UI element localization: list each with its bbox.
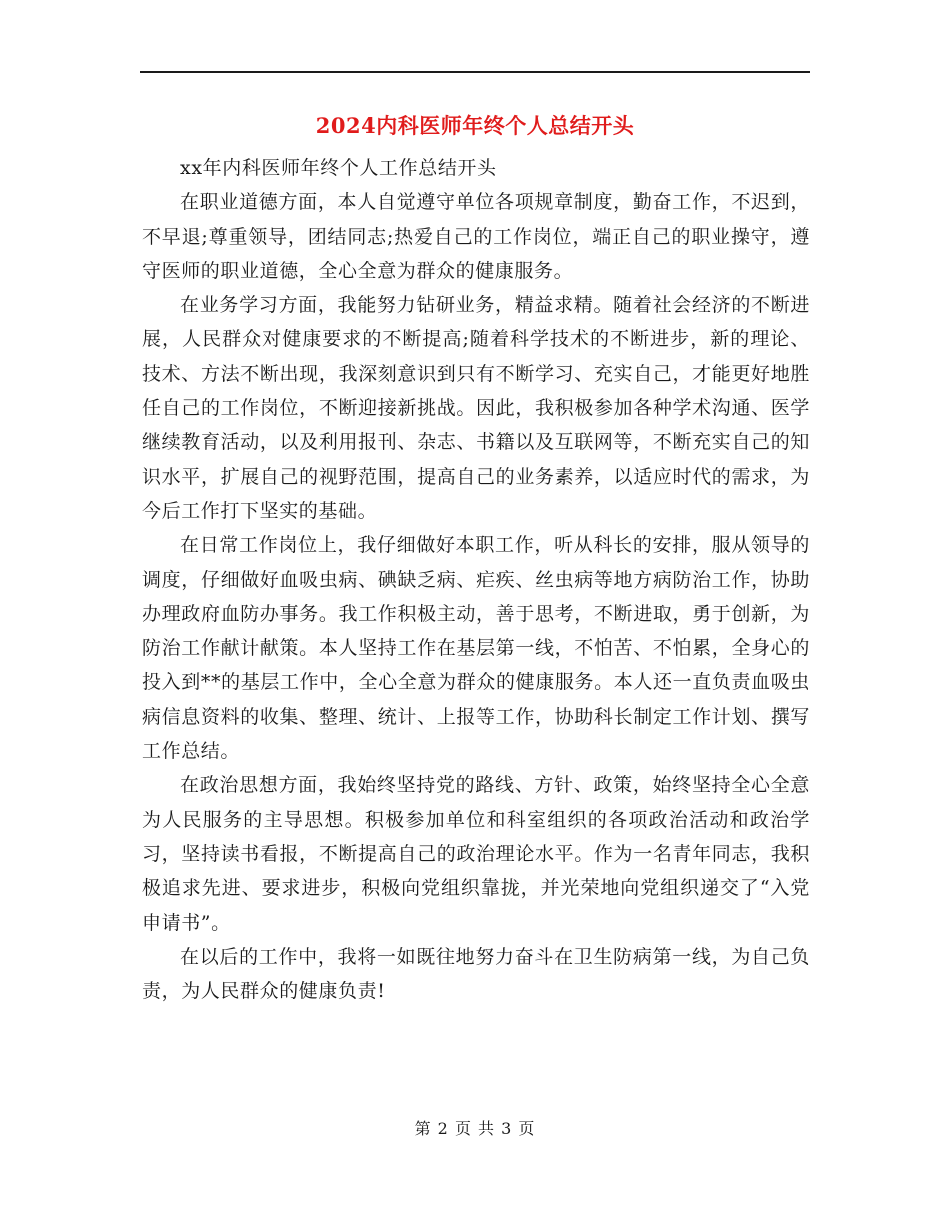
document-title: 2024内科医师年终个人总结开头 — [315, 113, 635, 138]
paragraph-professional-study: 在业务学习方面，我能努力钻研业务，精益求精。随着社会经济的不断进展，人民群众对健康要求的不断提高;随着科学技术的不断进步，新的理论、技术、方法不断出现，我深刻意识到只有不断学习、充实自己，才能更好地胜任自己的工作岗位，不断迎接新挑战。因此，我积极参加各种学术沟通、医学继续教育活动，以及利用报刊、杂志、书籍以及互联网等，不断充实自己的知识水平，扩展自己的视野范围，提高自己的业务素养，以适应时代的需求，为今后工作打下坚实的基础。 — [142, 294, 810, 522]
subtitle-paragraph: xx年内科医师年终个人工作总结开头 — [180, 157, 497, 179]
paragraph-future-work: 在以后的工作中，我将一如既往地努力奋斗在卫生防病第一线，为自己负责，为人民群众的健康负责! — [142, 945, 810, 1003]
page-number: 第 2 页 共 3 页 — [414, 1119, 536, 1138]
header-rule — [140, 71, 810, 73]
paragraph-professional-ethics: 在职业道德方面，本人自觉遵守单位各项规章制度，勤奋工作，不迟到，不早退;尊重领导，团结同志;热爱自己的工作岗位，端正自己的职业操守，遵守医师的职业道德，全心全意为群众的健康服务。 — [142, 191, 810, 282]
paragraph-political-thought: 在政治思想方面，我始终坚持党的路线、方针、政策，始终坚持全心全意为人民服务的主导思想。积极参加单位和科室组织的各项政治活动和政治学习，坚持读书看报，不断提高自己的政治理论水平。作为一名青年同志，我积极追求先进、要求进步，积极向党组织靠拢，并光荣地向党组织递交了“入党申请书”。 — [142, 774, 810, 934]
document-body — [142, 151, 810, 1008]
paragraph-daily-work: 在日常工作岗位上，我仔细做好本职工作，听从科长的安排，服从领导的调度，仔细做好血吸虫病、碘缺乏病、疟疾、丝虫病等地方病防治工作，协助办理政府血防办事务。我工作积极主动，善于思考，不断进取，勇于创新，为防治工作献计献策。本人坚持工作在基层第一线，不怕苦、不怕累，全身心的投入到**的基层工作中，全心全意为群众的健康服务。本人还一直负责血吸虫病信息资料的收集、整理、统计、上报等工作，协助科长制定工作计划、撰写工作总结。 — [142, 534, 810, 763]
